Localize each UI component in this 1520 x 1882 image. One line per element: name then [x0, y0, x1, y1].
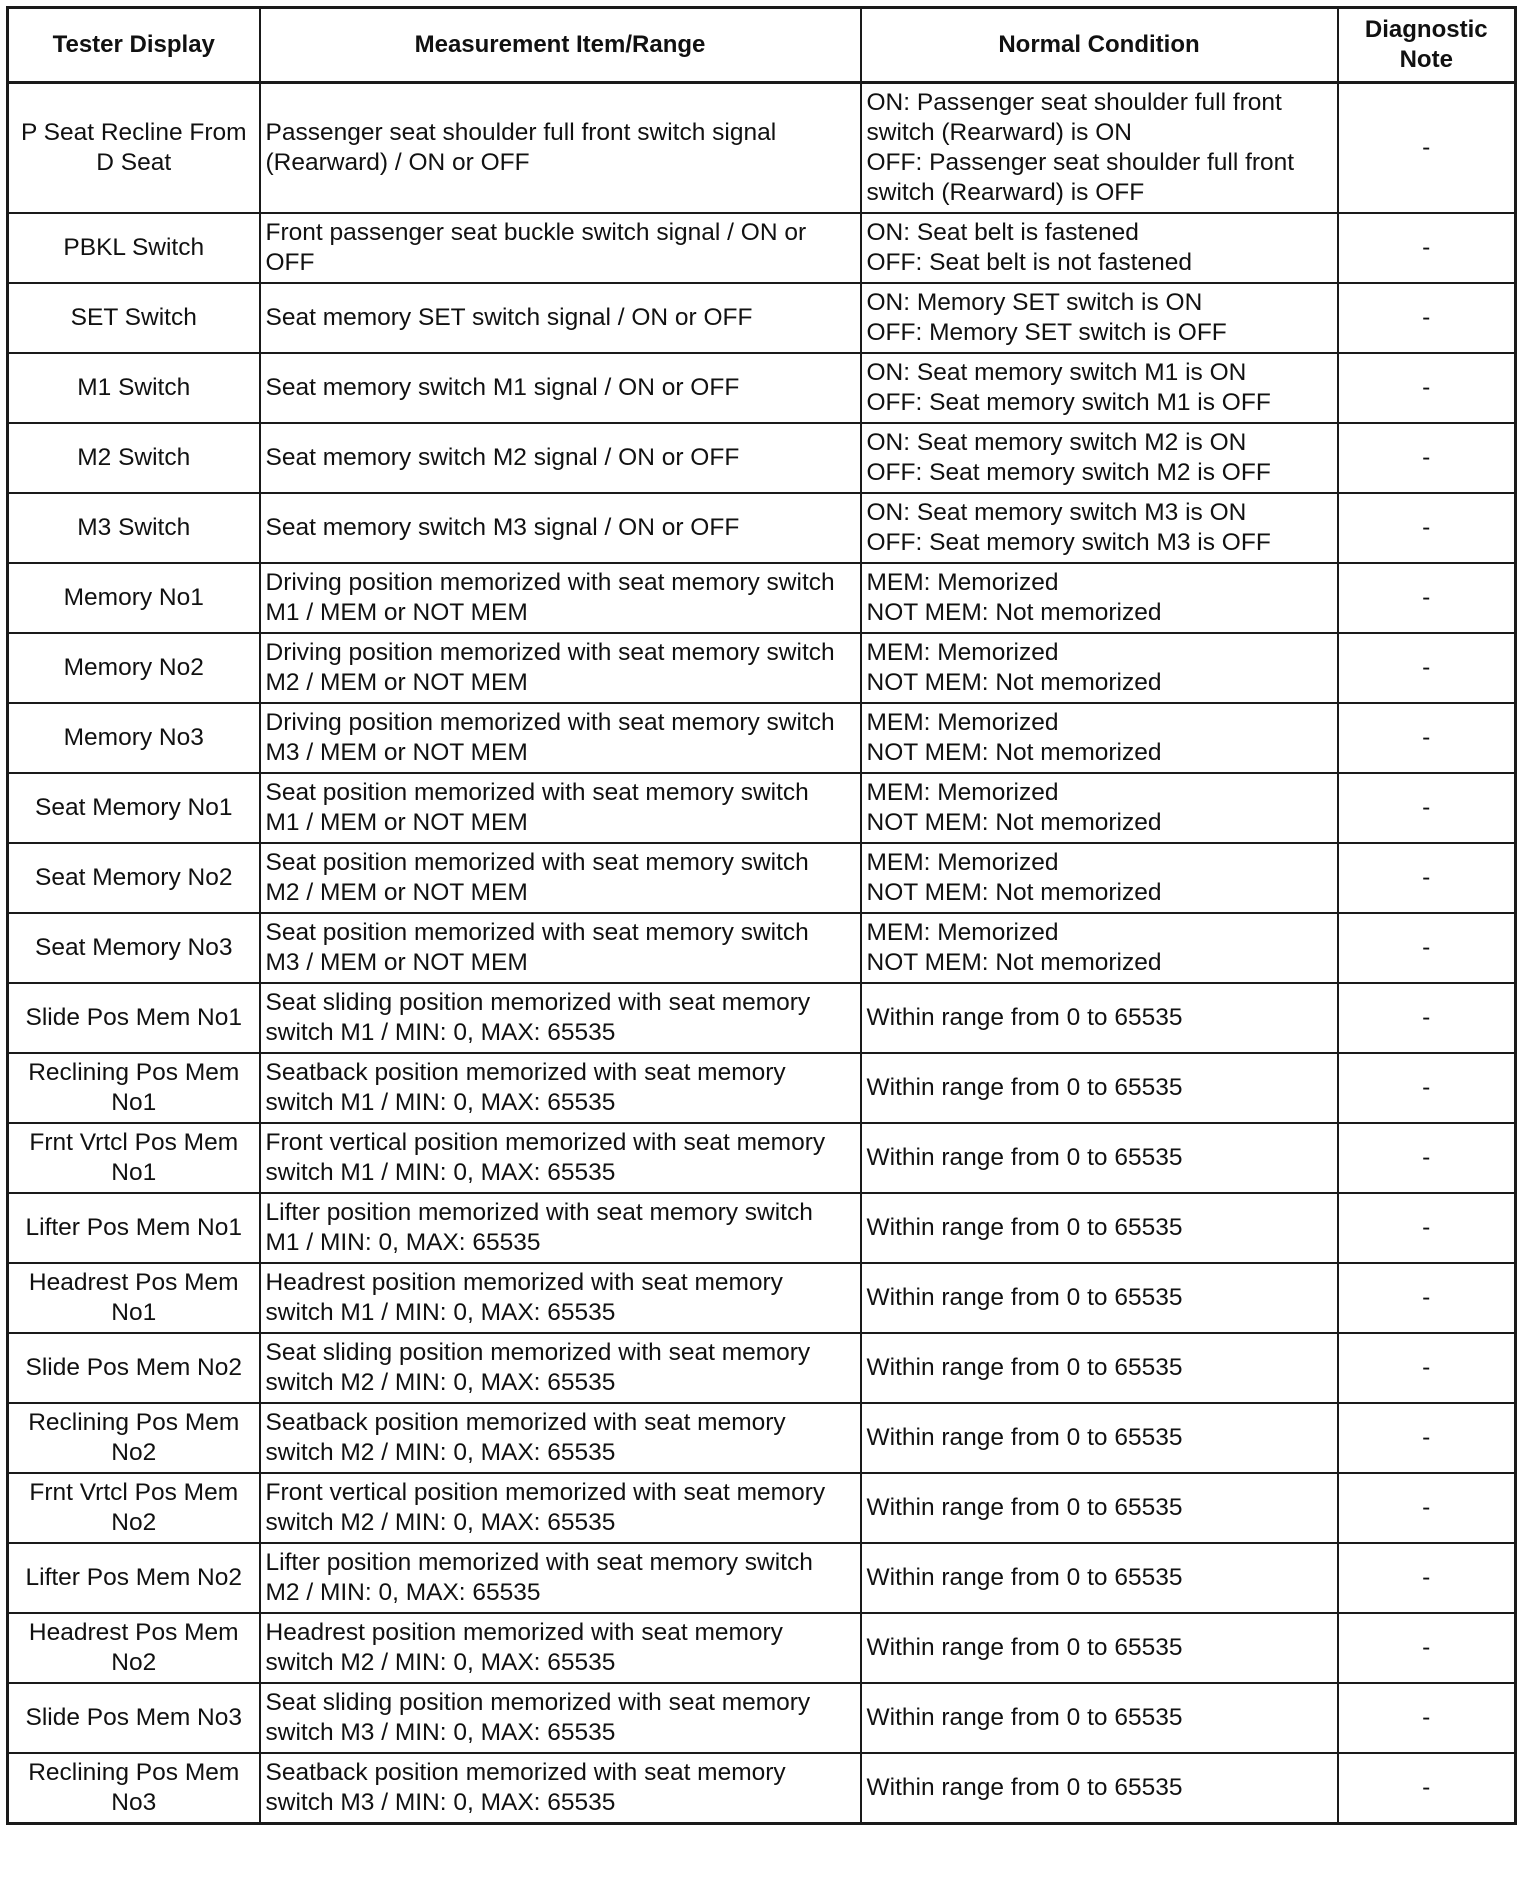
diagnostic-note-cell: -	[1338, 1543, 1516, 1613]
tester-display-cell-line: Seat Memory No2	[35, 864, 233, 891]
tester-display-cell-line: Reclining Pos Mem	[28, 1759, 240, 1786]
tester-display-cell-line: Lifter Pos Mem No2	[25, 1564, 242, 1591]
measurement-cell-line: Front vertical position memorized with seat memory	[265, 1129, 826, 1156]
tester-display-cell	[8, 353, 260, 423]
normal-condition-cell	[861, 1473, 1338, 1543]
measurement-cell	[260, 83, 861, 214]
table-row	[8, 213, 1516, 283]
normal-condition-cell-line: MEM: Memorized	[866, 709, 1059, 736]
diagnostic-note-cell: -	[1338, 703, 1516, 773]
table-row	[8, 563, 1516, 633]
diagnostic-note-cell: -	[1338, 1123, 1516, 1193]
tester-display-cell-line: M2 Switch	[77, 444, 191, 471]
tester-display-cell-line: No1	[111, 1089, 157, 1116]
table-row	[8, 1683, 1516, 1753]
normal-condition-cell-line: ON: Memory SET switch is ON	[866, 289, 1203, 316]
normal-condition-cell	[861, 283, 1338, 353]
measurement-cell-line: Passenger seat shoulder full front switch signal	[265, 119, 777, 146]
normal-condition-cell-line: NOT MEM: Not memorized	[866, 599, 1162, 626]
normal-condition-cell	[861, 1053, 1338, 1123]
measurement-cell-line: Driving position memorized with seat memory switch	[265, 569, 835, 596]
normal-condition-cell-line: MEM: Memorized	[866, 779, 1059, 806]
measurement-cell	[260, 1053, 861, 1123]
tester-display-cell-line: No2	[111, 1439, 157, 1466]
normal-condition-cell-line: NOT MEM: Not memorized	[866, 809, 1162, 836]
normal-condition-cell	[861, 1543, 1338, 1613]
normal-condition-cell-line: OFF: Memory SET switch is OFF	[866, 319, 1227, 346]
normal-condition-cell	[861, 1683, 1338, 1753]
measurement-cell-line: Seat memory SET switch signal / ON or OFF	[265, 304, 753, 331]
measurement-cell-line: Seat position memorized with seat memory switch	[265, 779, 809, 806]
table-row	[8, 283, 1516, 353]
tester-display-cell	[8, 83, 260, 214]
diagnostic-note-cell: -	[1338, 83, 1516, 214]
table-row	[8, 843, 1516, 913]
measurement-cell	[260, 283, 861, 353]
tester-display-cell-line: No1	[111, 1159, 157, 1186]
table-row	[8, 1753, 1516, 1824]
tester-display-cell-line: Memory No3	[63, 724, 204, 751]
diagnostic-note-cell: -	[1338, 563, 1516, 633]
tester-display-cell-line: M3 Switch	[77, 514, 191, 541]
normal-condition-cell-line: OFF: Seat belt is not fastened	[866, 249, 1192, 276]
normal-condition-cell-line: Within range from 0 to 65535	[866, 1354, 1183, 1381]
measurement-cell-line: Headrest position memorized with seat memory	[265, 1269, 783, 1296]
normal-condition-cell-line: NOT MEM: Not memorized	[866, 669, 1162, 696]
diagnostic-note-cell: -	[1338, 1193, 1516, 1263]
normal-condition-cell	[861, 913, 1338, 983]
measurement-cell-line: switch M3 / MIN: 0, MAX: 65535	[265, 1719, 616, 1746]
tester-display-cell	[8, 1543, 260, 1613]
measurement-cell-line: M3 / MEM or NOT MEM	[265, 739, 528, 766]
table-row	[8, 1123, 1516, 1193]
measurement-cell-line: switch M2 / MIN: 0, MAX: 65535	[265, 1649, 616, 1676]
tester-display-cell-line: Slide Pos Mem No3	[25, 1704, 242, 1731]
normal-condition-cell-line: MEM: Memorized	[866, 569, 1059, 596]
tester-display-cell-line: D Seat	[96, 149, 172, 176]
tester-display-cell	[8, 1683, 260, 1753]
measurement-cell	[260, 1123, 861, 1193]
measurement-cell-line: switch M3 / MIN: 0, MAX: 65535	[265, 1789, 616, 1816]
normal-condition-cell-line: ON: Passenger seat shoulder full front	[866, 89, 1282, 116]
measurement-cell-line: M3 / MEM or NOT MEM	[265, 949, 528, 976]
measurement-cell	[260, 633, 861, 703]
normal-condition-cell-line: Within range from 0 to 65535	[866, 1074, 1183, 1101]
measurement-cell	[260, 1613, 861, 1683]
header-diagnostic-note	[1338, 8, 1516, 83]
tester-display-cell-line: P Seat Recline From	[20, 119, 247, 146]
tester-display-cell-line: PBKL Switch	[63, 234, 205, 261]
tester-display-cell	[8, 1053, 260, 1123]
tester-display-cell-line: M1 Switch	[77, 374, 191, 401]
measurement-cell-line: Headrest position memorized with seat memory	[265, 1619, 783, 1646]
measurement-cell-line: Lifter position memorized with seat memory switch	[265, 1199, 813, 1226]
table-row	[8, 1613, 1516, 1683]
normal-condition-cell	[861, 703, 1338, 773]
measurement-cell-line: Seat sliding position memorized with seat memory	[265, 1339, 811, 1366]
header-measurement-item: Measurement Item/Range	[260, 8, 861, 83]
normal-condition-cell-line: Within range from 0 to 65535	[866, 1214, 1183, 1241]
measurement-cell	[260, 843, 861, 913]
table-row	[8, 1333, 1516, 1403]
normal-condition-cell	[861, 1753, 1338, 1824]
measurement-cell-line: Seatback position memorized with seat memory	[265, 1059, 786, 1086]
table-row	[8, 703, 1516, 773]
diagnostic-note-cell: -	[1338, 1263, 1516, 1333]
normal-condition-cell	[861, 633, 1338, 703]
measurement-cell-line: M2 / MIN: 0, MAX: 65535	[265, 1579, 541, 1606]
measurement-cell-line: Seat memory switch M1 signal / ON or OFF	[265, 374, 740, 401]
measurement-cell-line: M1 / MEM or NOT MEM	[265, 599, 528, 626]
diagnostic-note-cell: -	[1338, 1333, 1516, 1403]
measurement-cell	[260, 213, 861, 283]
tester-display-cell-line: SET Switch	[70, 304, 197, 331]
measurement-cell-line: M2 / MEM or NOT MEM	[265, 879, 528, 906]
diagnostic-note-cell: -	[1338, 283, 1516, 353]
table-row	[8, 1403, 1516, 1473]
normal-condition-cell-line: Within range from 0 to 65535	[866, 1774, 1183, 1801]
table-row	[8, 983, 1516, 1053]
normal-condition-cell	[861, 773, 1338, 843]
normal-condition-cell	[861, 1333, 1338, 1403]
tester-display-cell-line: Memory No1	[63, 584, 204, 611]
normal-condition-cell-line: ON: Seat belt is fastened	[866, 219, 1139, 246]
normal-condition-cell-line: MEM: Memorized	[866, 919, 1059, 946]
normal-condition-cell-line: MEM: Memorized	[866, 849, 1059, 876]
normal-condition-cell-line: switch (Rearward) is ON	[866, 119, 1132, 146]
diagnostic-note-cell: -	[1338, 423, 1516, 493]
normal-condition-cell	[861, 843, 1338, 913]
tester-display-cell	[8, 773, 260, 843]
measurement-cell-line: M1 / MEM or NOT MEM	[265, 809, 528, 836]
diagnostic-note-cell: -	[1338, 1053, 1516, 1123]
measurement-cell	[260, 1403, 861, 1473]
diagnostic-note-cell: -	[1338, 353, 1516, 423]
tester-display-cell-line: Frnt Vrtcl Pos Mem	[29, 1129, 239, 1156]
tester-display-cell-line: Reclining Pos Mem	[28, 1409, 240, 1436]
normal-condition-cell-line: OFF: Passenger seat shoulder full front	[866, 149, 1295, 176]
tester-display-cell	[8, 1123, 260, 1193]
tester-display-cell	[8, 1333, 260, 1403]
tester-display-cell	[8, 423, 260, 493]
measurement-cell-line: switch M2 / MIN: 0, MAX: 65535	[265, 1509, 616, 1536]
table-row	[8, 1473, 1516, 1543]
normal-condition-cell-line: NOT MEM: Not memorized	[866, 949, 1162, 976]
measurement-cell-line: Front passenger seat buckle switch signal / ON or	[265, 219, 807, 246]
measurement-cell-line: Seatback position memorized with seat memory	[265, 1759, 786, 1786]
normal-condition-cell	[861, 983, 1338, 1053]
diagnostic-note-cell: -	[1338, 1403, 1516, 1473]
tester-display-cell-line: No2	[111, 1649, 157, 1676]
measurement-cell	[260, 353, 861, 423]
header-normal-condition: Normal Condition	[861, 8, 1338, 83]
normal-condition-cell-line: Within range from 0 to 65535	[866, 1704, 1183, 1731]
tester-display-cell	[8, 1193, 260, 1263]
measurement-cell-line: Seat sliding position memorized with seat memory	[265, 989, 811, 1016]
normal-condition-cell	[861, 83, 1338, 214]
diagnostic-note-cell: -	[1338, 1753, 1516, 1824]
normal-condition-cell	[861, 1613, 1338, 1683]
measurement-cell-line: Lifter position memorized with seat memory switch	[265, 1549, 813, 1576]
tester-display-cell-line: Seat Memory No3	[35, 934, 233, 961]
measurement-cell	[260, 493, 861, 563]
normal-condition-cell-line: Within range from 0 to 65535	[866, 1494, 1183, 1521]
measurement-cell-line: OFF	[265, 249, 315, 276]
normal-condition-cell-line: NOT MEM: Not memorized	[866, 879, 1162, 906]
measurement-cell-line: switch M1 / MIN: 0, MAX: 65535	[265, 1019, 616, 1046]
measurement-cell	[260, 1543, 861, 1613]
measurement-cell	[260, 563, 861, 633]
table-row	[8, 423, 1516, 493]
tester-display-cell-line: Seat Memory No1	[35, 794, 233, 821]
normal-condition-cell-line: NOT MEM: Not memorized	[866, 739, 1162, 766]
tester-display-cell-line: Lifter Pos Mem No1	[25, 1214, 242, 1241]
diagnostic-note-cell: -	[1338, 1683, 1516, 1753]
diagnostic-note-cell: -	[1338, 913, 1516, 983]
measurement-cell	[260, 423, 861, 493]
tester-display-cell	[8, 1403, 260, 1473]
table-row	[8, 1263, 1516, 1333]
normal-condition-cell-line: Within range from 0 to 65535	[866, 1424, 1183, 1451]
tester-display-cell	[8, 1753, 260, 1824]
normal-condition-cell	[861, 1193, 1338, 1263]
normal-condition-cell	[861, 1123, 1338, 1193]
normal-condition-cell	[861, 1403, 1338, 1473]
tester-display-cell-line: Slide Pos Mem No2	[25, 1354, 242, 1381]
header-tester-display: Tester Display	[8, 8, 260, 83]
tester-display-cell-line: Headrest Pos Mem	[28, 1269, 239, 1296]
normal-condition-cell	[861, 213, 1338, 283]
normal-condition-cell	[861, 563, 1338, 633]
normal-condition-cell-line: Within range from 0 to 65535	[866, 1284, 1183, 1311]
measurement-cell	[260, 983, 861, 1053]
tester-display-cell-line: No1	[111, 1299, 157, 1326]
tester-display-cell	[8, 563, 260, 633]
measurement-cell-line: M2 / MEM or NOT MEM	[265, 669, 528, 696]
normal-condition-cell-line: Within range from 0 to 65535	[866, 1144, 1183, 1171]
table-row	[8, 773, 1516, 843]
table-body	[8, 83, 1516, 1824]
table-row	[8, 83, 1516, 214]
tester-display-cell	[8, 843, 260, 913]
measurement-cell-line: (Rearward) / ON or OFF	[265, 149, 530, 176]
table-row	[8, 493, 1516, 563]
measurement-cell-line: Seat position memorized with seat memory switch	[265, 849, 809, 876]
normal-condition-cell-line: OFF: Seat memory switch M2 is OFF	[866, 459, 1271, 486]
measurement-cell	[260, 1473, 861, 1543]
diagnostic-note-cell: -	[1338, 493, 1516, 563]
tester-display-cell-line: No2	[111, 1509, 157, 1536]
tester-display-cell	[8, 213, 260, 283]
table-row	[8, 633, 1516, 703]
diagnostic-note-cell: -	[1338, 633, 1516, 703]
tester-display-cell	[8, 913, 260, 983]
tester-display-cell	[8, 1473, 260, 1543]
measurement-cell-line: Seat memory switch M2 signal / ON or OFF	[265, 444, 740, 471]
tester-display-cell-line: Frnt Vrtcl Pos Mem	[29, 1479, 239, 1506]
normal-condition-cell-line: ON: Seat memory switch M3 is ON	[866, 499, 1247, 526]
tester-display-cell-line: No3	[111, 1789, 157, 1816]
tester-display-cell	[8, 1613, 260, 1683]
tester-display-cell-line: Memory No2	[63, 654, 204, 681]
diagnostic-note-cell: -	[1338, 1473, 1516, 1543]
tester-display-cell-line: Headrest Pos Mem	[28, 1619, 239, 1646]
table-row	[8, 1193, 1516, 1263]
measurement-cell-line: switch M2 / MIN: 0, MAX: 65535	[265, 1439, 616, 1466]
measurement-cell-line: Seat position memorized with seat memory switch	[265, 919, 809, 946]
table-row	[8, 913, 1516, 983]
normal-condition-cell-line: ON: Seat memory switch M1 is ON	[866, 359, 1247, 386]
measurement-cell-line: switch M2 / MIN: 0, MAX: 65535	[265, 1369, 616, 1396]
measurement-cell	[260, 1263, 861, 1333]
normal-condition-cell-line: ON: Seat memory switch M2 is ON	[866, 429, 1247, 456]
table-row	[8, 1543, 1516, 1613]
normal-condition-cell-line: switch (Rearward) is OFF	[866, 179, 1145, 206]
normal-condition-cell-line: OFF: Seat memory switch M1 is OFF	[866, 389, 1271, 416]
measurement-cell-line: Seat sliding position memorized with seat memory	[265, 1689, 811, 1716]
measurement-cell	[260, 913, 861, 983]
header-diagnostic-note-line1: Diagnostic	[1364, 16, 1488, 43]
normal-condition-cell	[861, 1263, 1338, 1333]
measurement-cell-line: switch M1 / MIN: 0, MAX: 65535	[265, 1299, 616, 1326]
tester-display-cell	[8, 283, 260, 353]
table-header-row	[8, 8, 1516, 83]
measurement-cell	[260, 1753, 861, 1824]
normal-condition-cell-line: Within range from 0 to 65535	[866, 1564, 1183, 1591]
tester-display-cell	[8, 1263, 260, 1333]
measurement-cell	[260, 1193, 861, 1263]
diagnostic-note-cell: -	[1338, 213, 1516, 283]
normal-condition-cell	[861, 353, 1338, 423]
measurement-cell-line: switch M1 / MIN: 0, MAX: 65535	[265, 1159, 616, 1186]
measurement-cell	[260, 703, 861, 773]
normal-condition-cell	[861, 493, 1338, 563]
measurement-cell-line: Seatback position memorized with seat memory	[265, 1409, 786, 1436]
tester-display-cell-line: Slide Pos Mem No1	[25, 1004, 242, 1031]
measurement-cell-line: Seat memory switch M3 signal / ON or OFF	[265, 514, 740, 541]
measurement-cell-line: Front vertical position memorized with seat memory	[265, 1479, 826, 1506]
measurement-cell-line: M1 / MIN: 0, MAX: 65535	[265, 1229, 541, 1256]
data-monitor-table-container	[6, 6, 1514, 1825]
table-row	[8, 1053, 1516, 1123]
normal-condition-cell-line: Within range from 0 to 65535	[866, 1634, 1183, 1661]
tester-display-cell	[8, 493, 260, 563]
tester-display-cell	[8, 983, 260, 1053]
tester-display-cell	[8, 703, 260, 773]
diagnostic-note-cell: -	[1338, 773, 1516, 843]
header-diagnostic-note-line2: Note	[1399, 46, 1453, 73]
normal-condition-cell-line: MEM: Memorized	[866, 639, 1059, 666]
diagnostic-note-cell: -	[1338, 843, 1516, 913]
data-monitor-table	[6, 6, 1517, 1825]
measurement-cell-line: Driving position memorized with seat memory switch	[265, 639, 835, 666]
measurement-cell	[260, 1333, 861, 1403]
tester-display-cell-line: Reclining Pos Mem	[28, 1059, 240, 1086]
diagnostic-note-cell: -	[1338, 1613, 1516, 1683]
measurement-cell	[260, 1683, 861, 1753]
tester-display-cell	[8, 633, 260, 703]
measurement-cell-line: Driving position memorized with seat memory switch	[265, 709, 835, 736]
measurement-cell	[260, 773, 861, 843]
normal-condition-cell-line: OFF: Seat memory switch M3 is OFF	[866, 529, 1271, 556]
measurement-cell-line: switch M1 / MIN: 0, MAX: 65535	[265, 1089, 616, 1116]
normal-condition-cell	[861, 423, 1338, 493]
table-row	[8, 353, 1516, 423]
normal-condition-cell-line: Within range from 0 to 65535	[866, 1004, 1183, 1031]
diagnostic-note-cell: -	[1338, 983, 1516, 1053]
